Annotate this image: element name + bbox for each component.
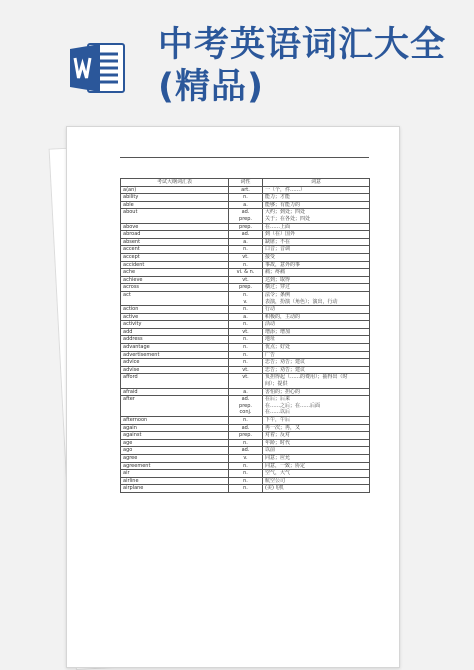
meaning-cell xyxy=(263,344,370,352)
meaning-text: 以前 xyxy=(265,447,276,454)
meaning-text: 害怕的；担心的 xyxy=(265,388,301,395)
meaning-text: 负担得起（……的费用）；抽得出（时 xyxy=(265,374,348,381)
pos-cell xyxy=(229,417,263,425)
word-cell: abroad xyxy=(121,231,229,239)
document-page xyxy=(66,126,400,668)
word-cell: advice xyxy=(121,359,229,367)
meaning-cell xyxy=(263,424,370,432)
pos-cell xyxy=(229,470,263,478)
pos-cell xyxy=(229,462,263,470)
meaning-text: 空气，大气 xyxy=(265,470,291,477)
pos-cell xyxy=(229,223,263,231)
meaning-text: 表演，扮演（角色）；演出，行动 xyxy=(265,298,338,305)
meaning-text: 在……上面 xyxy=(265,223,291,230)
meaning-cell xyxy=(263,454,370,462)
meaning-cell xyxy=(263,447,370,455)
meaning-text: 优点；好处 xyxy=(265,344,291,351)
meaning-text: 同意；应允 xyxy=(265,454,291,461)
meaning-cell xyxy=(263,485,370,493)
meaning-cell xyxy=(263,269,370,277)
table-row xyxy=(121,328,370,336)
header-word: 考试大纲词汇表 xyxy=(121,179,229,187)
table-row xyxy=(121,417,370,425)
word-cell: activity xyxy=(121,321,229,329)
pos-cell xyxy=(229,186,263,194)
meaning-cell xyxy=(263,396,370,417)
pos-cell xyxy=(229,447,263,455)
pos-cell xyxy=(229,328,263,336)
meaning-cell xyxy=(263,186,370,194)
pos-cell xyxy=(229,477,263,485)
word-cell: air xyxy=(121,470,229,478)
meaning-text: 在……之后；在……后面 xyxy=(265,402,321,409)
table-row xyxy=(121,396,370,417)
word-cell: age xyxy=(121,439,229,447)
word-cell: against xyxy=(121,432,229,440)
meaning-cell xyxy=(263,321,370,329)
word-cell: address xyxy=(121,336,229,344)
word-cell: advantage xyxy=(121,344,229,352)
pos-cell xyxy=(229,231,263,239)
word-cell: afford xyxy=(121,374,229,388)
meaning-cell xyxy=(263,223,370,231)
table-row xyxy=(121,344,370,352)
meaning-text: 事故，意外的事 xyxy=(265,261,301,268)
meaning-cell xyxy=(263,432,370,440)
pos-text: ad. xyxy=(241,447,250,454)
pos-text: vt. xyxy=(242,253,249,260)
meaning-text: 忠告；劝告；建议 xyxy=(265,359,306,366)
pos-cell xyxy=(229,269,263,277)
pos-cell xyxy=(229,454,263,462)
meaning-text: 再一次；再，又 xyxy=(265,424,301,431)
meaning-cell xyxy=(263,276,370,284)
meaning-text: 间）；提供 xyxy=(265,381,288,388)
pos-text: prep. xyxy=(239,223,252,230)
table-row xyxy=(121,447,370,455)
word-cell: about xyxy=(121,209,229,223)
table-row xyxy=(121,201,370,209)
pos-cell xyxy=(229,359,263,367)
table-row xyxy=(121,276,370,284)
table-row xyxy=(121,321,370,329)
pos-text: n. xyxy=(243,485,248,492)
pos-text: n. xyxy=(243,351,248,358)
table-row xyxy=(121,291,370,305)
table-row xyxy=(121,336,370,344)
table-row xyxy=(121,209,370,223)
meaning-text: 横过；穿过 xyxy=(265,284,291,291)
word-cell: after xyxy=(121,396,229,417)
meaning-text: 能够；有能力的 xyxy=(265,201,301,208)
header-rule xyxy=(120,157,369,158)
pos-text: conj. xyxy=(239,409,252,416)
meaning-cell xyxy=(263,388,370,396)
meaning-cell xyxy=(263,238,370,246)
meaning-text: 痛；疼痛 xyxy=(265,269,286,276)
table-row xyxy=(121,313,370,321)
table-row xyxy=(121,194,370,202)
pos-text: n. xyxy=(243,439,248,446)
table-row xyxy=(121,351,370,359)
pos-cell xyxy=(229,344,263,352)
meaning-text: 能力；才能 xyxy=(265,194,291,201)
meaning-cell xyxy=(263,477,370,485)
table-row xyxy=(121,306,370,314)
word-cell: ability xyxy=(121,194,229,202)
meaning-cell xyxy=(263,284,370,292)
pos-text: prep. xyxy=(239,284,252,291)
meaning-cell xyxy=(263,306,370,314)
meaning-cell xyxy=(263,336,370,344)
pos-text: vt. xyxy=(242,374,249,381)
pos-cell xyxy=(229,306,263,314)
meaning-text: 法令；条例 xyxy=(265,291,291,298)
table-row xyxy=(121,284,370,292)
word-cell: ache xyxy=(121,269,229,277)
pos-cell xyxy=(229,396,263,417)
meaning-text: (美)飞机 xyxy=(265,485,284,492)
pos-cell xyxy=(229,439,263,447)
pos-text: a. xyxy=(243,201,248,208)
pos-text: n. xyxy=(243,344,248,351)
meaning-text: 广告 xyxy=(265,351,276,358)
table-body xyxy=(121,186,370,492)
pos-cell xyxy=(229,291,263,305)
meaning-text: 口音；音调 xyxy=(265,246,291,253)
meaning-cell xyxy=(263,359,370,367)
table-row xyxy=(121,374,370,388)
pos-text: n. xyxy=(243,246,248,253)
meaning-cell xyxy=(263,291,370,305)
pos-cell xyxy=(229,485,263,493)
word-cell: accent xyxy=(121,246,229,254)
meaning-cell xyxy=(263,328,370,336)
table-row xyxy=(121,238,370,246)
table-row xyxy=(121,231,370,239)
pos-cell xyxy=(229,424,263,432)
pos-text: v. xyxy=(243,298,248,305)
table-row xyxy=(121,246,370,254)
meaning-text: 积极的，主动的 xyxy=(265,313,301,320)
table-row xyxy=(121,388,370,396)
meaning-text: 到（在）国外 xyxy=(265,231,296,238)
pos-text: n. xyxy=(243,336,248,343)
table-row xyxy=(121,359,370,367)
meaning-cell xyxy=(263,470,370,478)
pos-text: n. xyxy=(243,417,248,423)
pos-text: n. xyxy=(243,261,248,268)
meaning-cell xyxy=(263,231,370,239)
meaning-text: 关于；在各处；四处 xyxy=(265,215,311,222)
pos-cell xyxy=(229,321,263,329)
meaning-text: 年龄；时代 xyxy=(265,439,291,446)
pos-text: ad. xyxy=(241,231,250,238)
meaning-cell xyxy=(263,253,370,261)
vocabulary-table xyxy=(120,178,370,493)
table-row xyxy=(121,424,370,432)
table-row xyxy=(121,454,370,462)
pos-text: n. xyxy=(243,321,248,328)
pos-text: n. xyxy=(243,477,248,484)
meaning-cell xyxy=(263,194,370,202)
pos-text: v. xyxy=(243,454,248,461)
pos-cell xyxy=(229,313,263,321)
word-cell: across xyxy=(121,284,229,292)
meaning-text: 一（个，件……） xyxy=(265,186,306,193)
word-cell: accident xyxy=(121,261,229,269)
page-title xyxy=(158,24,446,108)
word-cell: agree xyxy=(121,454,229,462)
meaning-cell xyxy=(263,209,370,223)
table-row xyxy=(121,477,370,485)
header xyxy=(0,0,474,120)
meaning-text: 行动 xyxy=(265,306,276,313)
pos-text: vi. & n. xyxy=(236,269,255,276)
word-cell: active xyxy=(121,313,229,321)
pos-cell xyxy=(229,201,263,209)
word-cell: airline xyxy=(121,477,229,485)
meaning-cell xyxy=(263,313,370,321)
header-meaning: 词意 xyxy=(263,179,370,187)
pos-text: ad. xyxy=(241,209,250,216)
pos-text: vt. xyxy=(242,366,249,373)
pos-cell xyxy=(229,253,263,261)
pos-cell xyxy=(229,388,263,396)
meaning-text: 忠告；劝告；建议 xyxy=(265,366,306,373)
table-row xyxy=(121,253,370,261)
word-cell: act xyxy=(121,291,229,305)
pos-text: prep. xyxy=(239,402,252,409)
table-header-row xyxy=(121,179,370,187)
pos-cell xyxy=(229,194,263,202)
table-row xyxy=(121,462,370,470)
pos-text: n. xyxy=(243,194,248,201)
meaning-text: 同意，一致；协定 xyxy=(265,462,306,469)
pos-text: n. xyxy=(243,462,248,469)
header-pos: 词性 xyxy=(229,179,263,187)
word-cell: a(an) xyxy=(121,186,229,194)
word-doc-icon xyxy=(68,40,126,96)
meaning-text: 在后；后来 xyxy=(265,396,291,403)
table-row xyxy=(121,432,370,440)
word-cell: achieve xyxy=(121,276,229,284)
pos-cell xyxy=(229,351,263,359)
pos-cell xyxy=(229,366,263,374)
meaning-text: 对着；反对 xyxy=(265,432,291,439)
word-cell: able xyxy=(121,201,229,209)
word-cell: agreement xyxy=(121,462,229,470)
pos-cell xyxy=(229,238,263,246)
pos-text: n. xyxy=(243,291,248,298)
word-cell: airplane xyxy=(121,485,229,493)
pos-cell xyxy=(229,246,263,254)
table-row xyxy=(121,439,370,447)
pos-text: art. xyxy=(241,186,250,193)
pos-text: n. xyxy=(243,470,248,477)
meaning-text: 大约；到处；四处 xyxy=(265,209,306,216)
table-row xyxy=(121,366,370,374)
pos-cell xyxy=(229,276,263,284)
pos-text: a. xyxy=(243,238,248,245)
meaning-text: 在……以后 xyxy=(265,409,291,416)
pos-cell xyxy=(229,261,263,269)
word-cell: add xyxy=(121,328,229,336)
meaning-cell xyxy=(263,201,370,209)
meaning-text: 缺席；不在 xyxy=(265,238,291,245)
meaning-cell xyxy=(263,366,370,374)
word-cell: ago xyxy=(121,447,229,455)
pos-text: a. xyxy=(243,388,248,395)
table-row xyxy=(121,261,370,269)
word-cell: above xyxy=(121,223,229,231)
table-row xyxy=(121,485,370,493)
table-row xyxy=(121,470,370,478)
table-row xyxy=(121,223,370,231)
meaning-cell xyxy=(263,462,370,470)
pos-text: vt. xyxy=(242,328,249,335)
word-cell: again xyxy=(121,424,229,432)
meaning-cell xyxy=(263,417,370,425)
pos-text: n. xyxy=(243,359,248,366)
meaning-cell xyxy=(263,261,370,269)
meaning-text: 地址 xyxy=(265,336,276,343)
pos-cell xyxy=(229,284,263,292)
pos-text: ad. xyxy=(241,396,250,403)
table-row xyxy=(121,186,370,194)
pos-text: ad. xyxy=(241,424,250,431)
pos-cell xyxy=(229,209,263,223)
pos-text: a. xyxy=(243,313,248,320)
word-cell: accept xyxy=(121,253,229,261)
word-cell: afraid xyxy=(121,388,229,396)
pos-text: n. xyxy=(243,306,248,313)
meaning-cell xyxy=(263,374,370,388)
pos-cell xyxy=(229,336,263,344)
meaning-text: 活动 xyxy=(265,321,276,328)
table-row xyxy=(121,269,370,277)
meaning-cell xyxy=(263,351,370,359)
meaning-cell xyxy=(263,439,370,447)
meaning-text: 增添；增加 xyxy=(265,328,291,335)
meaning-text: 接受 xyxy=(265,253,276,260)
meaning-text: 下午，午后 xyxy=(265,417,291,423)
word-cell: advertisement xyxy=(121,351,229,359)
pos-cell xyxy=(229,374,263,388)
meaning-cell xyxy=(263,246,370,254)
pos-text: vt. xyxy=(242,276,249,283)
meaning-text: 航空公司 xyxy=(265,477,286,484)
word-cell: afternoon xyxy=(121,417,229,425)
pos-text: prep. xyxy=(239,432,252,439)
title-line-2: (精品) xyxy=(158,67,264,107)
word-cell: advise xyxy=(121,366,229,374)
pos-cell xyxy=(229,432,263,440)
word-cell: absent xyxy=(121,238,229,246)
meaning-text: 达到；取得 xyxy=(265,276,291,283)
word-cell: action xyxy=(121,306,229,314)
title-line-1: 中考英语词汇大全 xyxy=(158,25,447,65)
pos-text: prep. xyxy=(239,215,252,222)
